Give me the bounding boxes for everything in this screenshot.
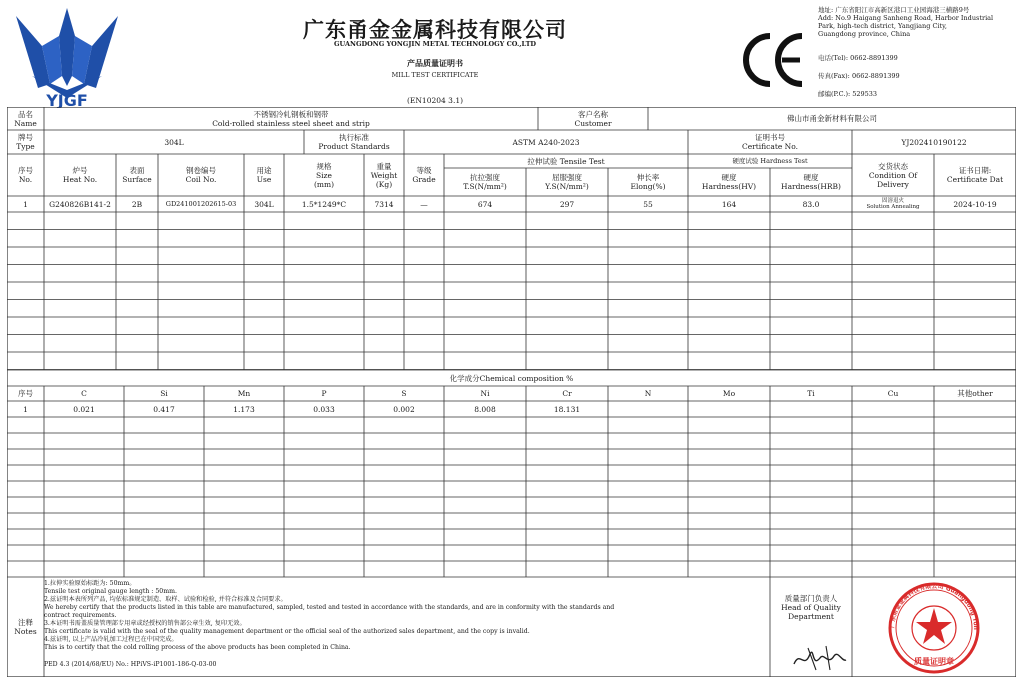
chem-cell: 8.008	[474, 404, 496, 414]
postcode: 邮编(P.C.): 529533	[818, 90, 878, 98]
customer-label: 客户名称 Customer	[574, 109, 612, 128]
logo-text: YJGF	[46, 91, 88, 108]
col-certificate-date: 证书日期: Certificate Dat	[946, 166, 1004, 184]
company-name-cn: 广东甬金金属科技有限公司	[303, 17, 567, 42]
mech-cell: 297	[559, 199, 575, 209]
ped-line: PED 4.3 (2014/68/EU) No.: HPiVS-iP1001-186-Q-03-00	[44, 661, 217, 668]
note-line: Tensile test original gauge length : 50mm.	[44, 588, 177, 595]
address-block	[818, 6, 1018, 38]
chem-header: N	[644, 389, 652, 398]
col-grade: 等级 Grade	[412, 166, 436, 184]
chem-cell: 0.002	[393, 404, 415, 414]
col-tensile-strength: 抗拉强度 T.S(N/mm²)	[463, 173, 507, 191]
mech-cell: 83.0	[802, 199, 820, 209]
chem-header: Mn	[237, 389, 251, 398]
mech-cell: 2B	[131, 199, 143, 209]
chem-header: S	[401, 389, 407, 398]
certificate-no-label: 证明书号 Certificate No.	[741, 133, 798, 151]
chem-header: Si	[160, 389, 168, 398]
chem-cell: 0.417	[153, 404, 175, 414]
fax: 传真(Fax): 0662-8891399	[818, 72, 900, 80]
chem-cell: 0.021	[73, 404, 95, 414]
note-line: contract requirements.	[44, 612, 117, 619]
col-hardness-hv: 硬度 Hardness(HV)	[701, 173, 757, 191]
quality-head-label: 质量部门负责人 Head of Quality Department	[781, 593, 841, 621]
mech-cell: 1.5*1249*C	[301, 199, 347, 209]
chem-cell: 0.033	[313, 404, 335, 414]
company-seal-stamp	[880, 578, 988, 674]
note-line: This certificate is valid with the seal of the quality management department or the official seal of the authorized sales department, and the copy is invalid.	[44, 628, 530, 635]
notes-text	[44, 580, 754, 669]
certificate-standard: (EN10204 3.1)	[406, 96, 464, 105]
standard-value: ASTM A240-2023	[512, 137, 580, 147]
mech-cell: 55	[643, 199, 653, 209]
col-size: 规格 Size (mm)	[313, 161, 335, 189]
standard-label: 执行标准 Product Standards	[318, 133, 390, 151]
seal-text: 广东甬金金属科技有限公司 Guangdong Yon	[888, 582, 980, 630]
note-line: We hereby certify that the products listed in this table are manufactured, sampled, tested and tested in accordance with the standards, and are in conformity with the standards and	[44, 604, 615, 611]
chem-header: 序号	[18, 389, 33, 398]
mech-cell: 7314	[374, 199, 394, 209]
chem-cell: 18.131	[553, 404, 581, 414]
mech-cell: 固溶退火 Solution Annealing	[866, 197, 920, 210]
mech-cell: 304L	[254, 199, 274, 209]
col-elongation: 伸长率 Elong(%)	[630, 173, 666, 191]
tensile-test-group: 拉伸试验 Tensile Test	[527, 156, 605, 166]
chem-header: Mo	[722, 389, 736, 398]
chem-header: P	[321, 389, 327, 398]
mech-cell: 164	[721, 199, 737, 209]
mech-cell: 2024-10-19	[953, 199, 997, 209]
col-weight: 重量 Weight (Kg)	[370, 161, 398, 189]
mech-cell: 1	[23, 199, 28, 209]
address-en-3: Guangdong province, China	[818, 30, 911, 38]
certificate-title-cn: 产品质量证明书	[407, 58, 463, 68]
name-label: 品名 Name	[14, 109, 37, 128]
col-condition: 交货状态 Condition Of Delivery	[868, 161, 918, 189]
note-line: 1.拉伸实验原始标距为: 50mm。	[44, 580, 136, 587]
mech-cell: 674	[477, 199, 493, 209]
col-surface: 表面 Surface	[122, 166, 152, 184]
mech-cell: G240826B141-2	[49, 199, 111, 209]
mech-cell: GD241001202615-03	[165, 200, 237, 208]
chem-header: 其他other	[957, 389, 993, 398]
chem-cell: 1	[23, 404, 28, 414]
chem-cell: 1.173	[233, 404, 255, 414]
note-line: 3.本证明书需盖质量管理部专用章或经授权的销售部公章生效, 复印无效。	[44, 620, 246, 627]
chemical-composition-title: 化学成分Chemical composition %	[449, 373, 574, 383]
chem-header: Cr	[562, 389, 572, 398]
note-line: 4.兹证明, 以上产品冷轧加工过程已在中国完成。	[44, 636, 178, 643]
col-yield-strength: 屈服强度 Y.S(N/mm²)	[545, 173, 589, 191]
hardness-test-group: 硬度试验 Hardness Test	[732, 157, 808, 165]
chem-header: Ti	[807, 389, 815, 398]
col-heat-no: 炉号 Heat No.	[62, 166, 98, 184]
company-name-en: GUANGDONG YONGJIN METAL TECHNOLOGY CO.,LTD	[333, 40, 537, 48]
signature-icon	[790, 640, 850, 674]
chem-header: Cu	[887, 389, 899, 398]
ce-mark-icon	[742, 28, 806, 92]
name-value: 不锈钢冷轧钢板和钢带 Cold-rolled stainless steel sheet and strip	[212, 109, 370, 128]
chem-header: C	[81, 389, 87, 398]
seal-bottom-text: 质量证明章	[914, 657, 954, 666]
note-line: 2.兹证明本表所列产品, 均依标准规定制造、取样、试验和检验, 并符合标准及合同要求。	[44, 596, 287, 603]
address-en-1: Add: No.9 Haigang Sanheng Road, Harbor Industrial	[818, 14, 994, 22]
customer-value: 佛山市甬金新材料有限公司	[787, 114, 877, 123]
certificate-title-en: MILL TEST CERTIFICATE	[391, 71, 479, 79]
col-hardness-hrb: 硬度 Hardness(HRB)	[781, 173, 841, 191]
type-value: 304L	[164, 137, 184, 147]
certificate-no-value: YJ202410190122	[901, 137, 967, 147]
type-label: 牌号 Type	[16, 133, 35, 151]
company-logo	[12, 6, 122, 108]
col-seq: 序号 No.	[18, 166, 33, 184]
notes-label: 注释 Notes	[14, 618, 37, 636]
chem-header: Ni	[480, 389, 490, 398]
col-coil-no: 钢卷编号 Coil No.	[185, 166, 217, 184]
address-en-2: Park, high-tech district, Yangjiang City,	[818, 22, 947, 30]
telephone: 电话(Tel): 0662-8891399	[818, 54, 898, 62]
mech-cell: —	[420, 199, 428, 209]
col-use: 用途 Use	[256, 166, 272, 184]
note-line: This is to certify that the cold rolling process of the above products has been completed in China.	[44, 644, 351, 651]
address-cn: 地址: 广东省阳江市高新区港口工业园海港三横路9号	[818, 6, 970, 14]
